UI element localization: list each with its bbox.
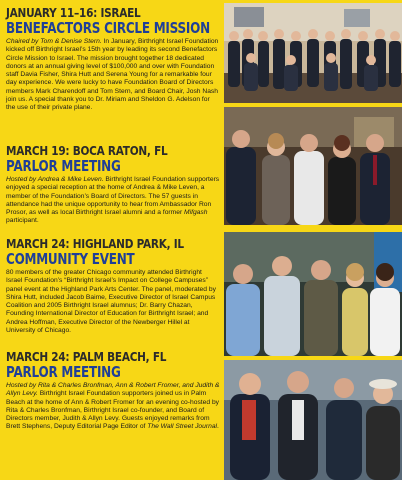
photo-column	[222, 0, 402, 480]
event-hosts: Chaired by Tom & Denise Stern.	[6, 38, 102, 45]
event-description	[6, 38, 220, 113]
event-hosts: Hosted by Rita & Charles Bronfman, Ann & Robert Fromer, and Judith & Allyn Levy.	[6, 382, 220, 398]
event-description	[6, 382, 220, 432]
group-photo-boca-raton-image	[224, 107, 402, 225]
event-text-end: participant.	[6, 217, 39, 225]
group-photo-highland-park	[224, 232, 402, 356]
event-date: MARCH 19: BOCA RATON, FL	[6, 143, 168, 158]
section-palm-beach	[6, 350, 220, 432]
group-photo-palm-beach	[224, 360, 402, 480]
event-text: In January, Birthright Israel Foundation kicked off Birthright Israel’s 15th year by leading its second Benefactors Circle Mission to Israel. The mission brought together 18 dedicated donors at an annual giving level of $100,000 and over with Foundation staff Davia Fisher, Shira Hutt and Serena Young for a remarkable four day experience. We were lucky to have Foundation Board of Directors members Mark Charendoff and Tom Stern, and Board Chair, Josh Nash join us. A special thank you to Dr. Miriam and Sheldon G. Adelson for the use of their private plane.	[6, 38, 219, 112]
event-text: 80 members of the greater Chicago community attended Birthright Israel Foundation’s “Birthright Israel’s Impact on College Campuses” panel event at the Highland Park Arts Center. The panel, moderated by Shira Hutt, included Jacob Baime, Executive Director of Israel Campus Coalition and 2005 Birthright Israel alumnus; Dr. Barry Chazan, Founding International Director of Education for Birthright Israel; and Andrea Hoffman, Executive Director of the Newberger Hillel at University of Chicago.	[6, 269, 216, 335]
section-highland-park	[6, 237, 220, 335]
event-date: JANUARY 11–16: ISRAEL	[6, 5, 141, 20]
event-text-end: .	[217, 423, 219, 431]
event-text: Birthright Israel Foundation supporters joined us in Palm Beach at the home of Ann & Robert Fromer for an evening co-hosted by Rita & Charles Bronfman, Birthright Israel co-founder, and Board of Directors member, Judith & Allyn Levy. Guests enjoyed remarks from Brett Stephens, Deputy Editorial Page Editor of	[6, 390, 220, 431]
event-text: Birthright Israel Foundation supporters enjoyed a special reception at the home of Andrea & Mike Leven, a member of the Foundation’s Board of Directors. The 57 guests in attendance had the unique opportunity to hear from Ambassador Ron Prosor, as well as local Birthright Israel alumni and a former	[6, 176, 220, 217]
event-title: COMMUNITY EVENT	[6, 250, 135, 268]
event-date: MARCH 24: PALM BEACH, FL	[6, 349, 167, 364]
event-title: PARLOR MEETING	[6, 157, 121, 175]
event-text-italic: Mifgash	[184, 209, 208, 217]
event-description	[6, 269, 220, 335]
event-text-italic: The Wall Street Journal	[147, 423, 218, 431]
group-photo-boca-raton	[224, 107, 402, 225]
event-title: PARLOR MEETING	[6, 363, 121, 381]
event-hosts: Hosted by Andrea & Mike Leven.	[6, 176, 104, 183]
group-photo-palm-beach-image	[224, 360, 402, 480]
section-israel-mission	[6, 6, 220, 113]
group-photo-mission	[224, 3, 402, 103]
event-description	[6, 176, 220, 226]
group-photo-mission-image	[224, 3, 402, 103]
event-date: MARCH 24: HIGHLAND PARK, IL	[6, 236, 184, 251]
event-title: BENEFACTORS CIRCLE MISSION	[6, 19, 210, 37]
group-photo-highland-park-image	[224, 232, 402, 356]
section-boca-raton	[6, 144, 220, 226]
